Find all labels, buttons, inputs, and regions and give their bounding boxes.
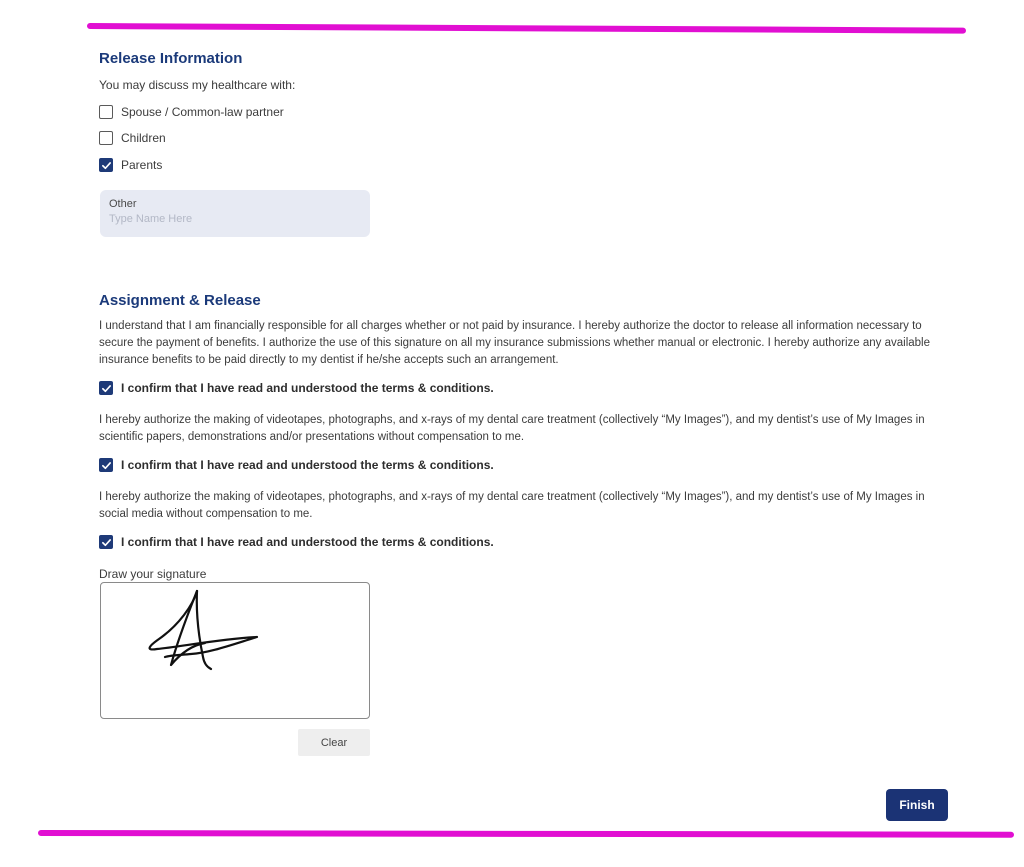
signature-drawing: [101, 583, 369, 718]
signature-pad[interactable]: [100, 582, 370, 719]
confirm-checkbox-financial[interactable]: [99, 381, 494, 395]
checkbox-children[interactable]: [99, 131, 166, 145]
checkbox-parents[interactable]: [99, 158, 162, 172]
release-information-title: Release Information: [99, 50, 243, 67]
images-social-paragraph: I hereby authorize the making of videotapes, photographs, and x-rays of my dental care treatment (collectively “My Images”), and my dentist’s use of My Images in social media without compensation to me.: [99, 491, 925, 520]
confirm-checkbox-scientific[interactable]: [99, 458, 494, 472]
checkmark-icon: [101, 537, 112, 548]
confirm-checkbox-social[interactable]: [99, 535, 494, 549]
checkmark-icon: [101, 460, 112, 471]
release-intro-text: You may discuss my healthcare with:: [99, 78, 296, 92]
assignment-paragraph: I understand that I am financially responsible for all charges whether or not paid by insurance. I hereby authorize the doctor to release all information necessary to secure the payment of benefits. I authorize the use of this signature on all my insurance submissions whether manual or electronic. I hereby authorize any available insurance benefits to be paid directly to my dentist if he/she accepts such an arrangement.: [99, 320, 931, 366]
bottom-decoration-line: [38, 830, 1014, 838]
checkbox-label: Children: [121, 131, 166, 145]
other-field-label: Other: [109, 198, 137, 210]
checkbox-box-checked[interactable]: [99, 158, 113, 172]
checkbox-box-checked[interactable]: [99, 458, 113, 472]
checkbox-box[interactable]: [99, 131, 113, 145]
clear-signature-button[interactable]: Clear: [298, 729, 370, 756]
confirm-label: I confirm that I have read and understood the terms & conditions.: [121, 381, 494, 395]
checkbox-box-checked[interactable]: [99, 381, 113, 395]
checkbox-box[interactable]: [99, 105, 113, 119]
signature-label: Draw your signature: [99, 567, 207, 581]
images-scientific-paragraph: I hereby authorize the making of videotapes, photographs, and x-rays of my dental care treatment (collectively “My Images”), and my dentist’s use of My Images in scientific papers, demonstrations and/or presentations without compensation to me.: [99, 414, 925, 443]
checkbox-box-checked[interactable]: [99, 535, 113, 549]
checkbox-label: Parents: [121, 158, 163, 172]
checkbox-label: Spouse / Common-law partner: [121, 105, 284, 119]
confirm-label: I confirm that I have read and understood the terms & conditions.: [121, 458, 494, 472]
checkmark-icon: [101, 383, 112, 394]
other-name-input[interactable]: [109, 213, 361, 225]
finish-button[interactable]: Finish: [886, 789, 948, 821]
other-name-field[interactable]: [100, 190, 370, 237]
assignment-release-title: Assignment & Release: [99, 292, 261, 309]
confirm-label: I confirm that I have read and understood the terms & conditions.: [121, 535, 494, 549]
checkbox-spouse[interactable]: [99, 105, 284, 119]
top-decoration-line: [87, 23, 966, 34]
checkmark-icon: [101, 160, 112, 171]
